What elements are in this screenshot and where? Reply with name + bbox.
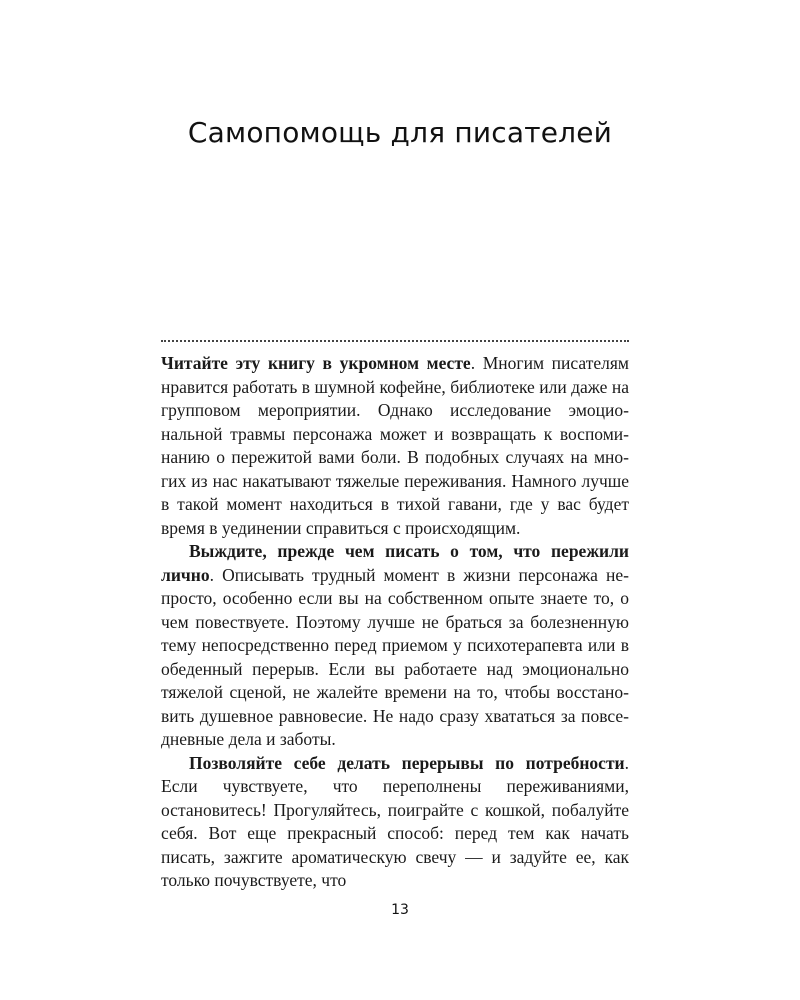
paragraph-1-heading: Читайте эту книгу в укромном месте	[161, 353, 471, 373]
paragraph-2-text: . Описывать трудный момент в жизни персонажа непросто, особенно если вы на собственном опыте знаете то, о чем повествуете. Поэтому лучше не браться за болезненную тему непосредственно перед приемом у психотерапевта или в обеденный перерыв. Если вы работаете над эмоционально тяжелой сценой, не жалейте времени на то, чтобы восстановить душевное равновесие. Не надо сразу хвататься за повседневные дела и заботы.	[161, 564, 629, 749]
paragraph-3-text: . Если чувствуете, что переполнены переживаниями, остановитесь! Прогуляйтесь, поиграйте с кошкой, побалуйте себя. Вот еще прекрасный способ: перед тем как начать писать, зажгите ароматическую свечу — и задуйте ее, как только почувствуете, что	[161, 752, 629, 890]
paragraph-3-heading: Позволяйте себе делать перерывы по потребности	[189, 752, 625, 773]
paragraph-2-heading: Выждите, прежде чем писать о том, что пережили лично	[161, 541, 629, 585]
paragraph-3	[161, 752, 629, 893]
paragraph-1	[161, 352, 629, 540]
paragraph-1-text: . Многим писателям нравится работать в шумной кофейне, библиотеке или даже на групповом мероприятии. Однако исследование эмоциональной травмы персонажа может и возвращать к воспоминанию о пережитой вами боли. В подобных случаях на многих из нас накатывают тяжелые переживания. Намного лучше в такой момент находиться в тихой гавани, где у вас будет время в уединении справиться с происходящим.	[161, 353, 629, 538]
dotted-divider	[161, 340, 629, 342]
paragraph-2	[161, 540, 629, 752]
page-number: 13	[391, 902, 409, 918]
body-text	[161, 352, 629, 893]
page-title: Самопомощь для писателей	[187, 116, 613, 149]
